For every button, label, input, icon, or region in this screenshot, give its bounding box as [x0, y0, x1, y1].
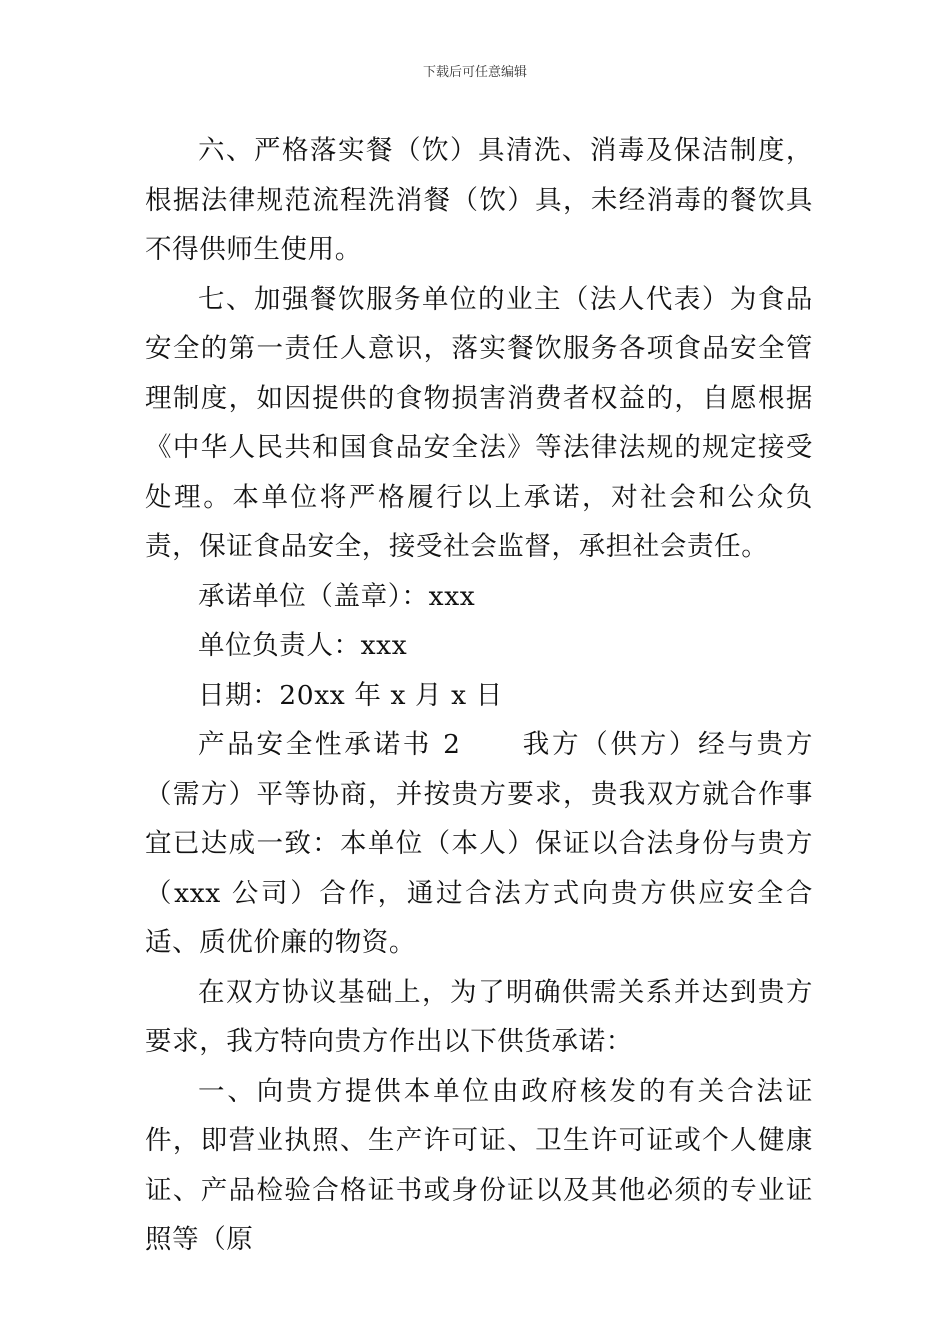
section2-item-1: 一、向贵方提供本单位由政府核发的有关合法证件，即营业执照、生产许可证、卫生许可证或个人健康证、产品检验合格证书或身份证以及其他必须的专业证照等（原	[145, 1075, 813, 1255]
section2-intro-paragraph	[145, 720, 813, 968]
paragraph-item-6: 六、严格落实餐（饮）具清洗、消毒及保洁制度，根据法律规范流程洗消餐（饮）具，未经消毒的餐饮具不得供师生使用。	[145, 135, 813, 265]
section2-intro: 我方（供方）经与贵方（需方）平等协商，并按贵方要求，贵我双方就合作事宜已达成一致：本单位（本人）保证以合法身份与贵方（xxx 公司）合作，通过合法方式向贵方供应安全合适、质优价廉的物资。	[145, 729, 814, 958]
paragraph-item-7: 七、加强餐饮服务单位的业主（法人代表）为食品安全的第一责任人意识，落实餐饮服务各项食品安全管理制度，如因提供的食物损害消费者权益的，自愿根据《中华人民共和国食品安全法》等法律法规的规定接受处理。本单位将严格履行以上承诺，对社会和公众负责，保证食品安全，接受社会监督，承担社会责任。	[145, 283, 813, 562]
signature-date: 日期：20xx 年 x 月 x 日	[198, 679, 503, 711]
signature-unit: 承诺单位（盖章）：xxx	[198, 580, 476, 612]
signature-leader: 单位负责人：xxx	[198, 630, 408, 661]
document-body	[145, 126, 813, 1265]
page-header: 下载后可任意编辑	[422, 65, 527, 80]
section2-basis: 在双方协议基础上，为了明确供需关系并达到贵方要求，我方特向贵方作出以下供货承诺：	[145, 976, 813, 1057]
section2-title: 产品安全性承诺书 2	[198, 729, 461, 760]
